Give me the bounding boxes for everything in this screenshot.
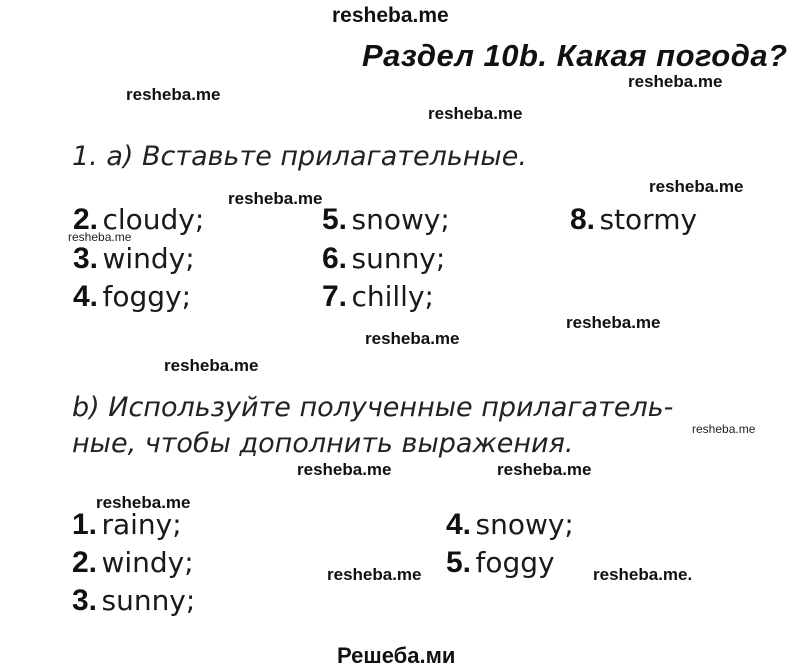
list-item xyxy=(73,242,195,276)
exercise-b-instruction-line-2: ные, чтобы дополнить выражения. xyxy=(72,428,574,459)
list-item xyxy=(322,242,445,276)
footer-watermark: Решеба.ми xyxy=(337,643,456,668)
watermark: resheba.me xyxy=(566,313,661,332)
list-item xyxy=(72,584,195,618)
list-item xyxy=(446,508,574,542)
watermark: resheba.me xyxy=(692,422,756,436)
list-item xyxy=(322,203,450,237)
item-number: 4. xyxy=(446,508,472,541)
watermark: resheba.me xyxy=(126,85,221,104)
watermark: resheba.me xyxy=(297,460,392,479)
item-word: rainy; xyxy=(101,508,182,541)
item-number: 8. xyxy=(570,203,596,236)
item-number: 7. xyxy=(322,280,348,313)
item-number: 2. xyxy=(73,203,99,236)
exercise-a-instruction: 1. a) Вставьте прилагательные. xyxy=(72,141,527,172)
item-number: 6. xyxy=(322,242,348,275)
item-word: chilly; xyxy=(351,280,434,313)
watermark: resheba.me xyxy=(164,356,259,375)
watermark: resheba.me xyxy=(497,460,592,479)
item-word: sunny; xyxy=(101,584,196,617)
watermark: resheba.me xyxy=(327,565,422,584)
watermark: resheba.me. xyxy=(593,565,693,584)
list-item xyxy=(72,546,194,580)
watermark: resheba.me xyxy=(332,4,449,27)
watermark: resheba.me xyxy=(628,72,723,91)
item-word: foggy xyxy=(475,546,555,579)
list-item xyxy=(73,280,191,314)
watermark: resheba.me xyxy=(428,104,523,123)
item-word: stormy xyxy=(599,203,698,236)
watermark: resheba.me xyxy=(68,230,132,244)
list-item xyxy=(570,203,697,237)
exercise-b-instruction-line-1: b) Используйте полученные прилагатель- xyxy=(72,392,674,423)
item-word: snowy; xyxy=(475,508,574,541)
watermark: resheba.me xyxy=(649,177,744,196)
watermark: resheba.me xyxy=(96,493,191,512)
list-item xyxy=(322,280,434,314)
page-title: Раздел 10b. Какая погода? xyxy=(362,38,788,73)
item-number: 3. xyxy=(73,242,99,275)
item-number: 2. xyxy=(72,546,98,579)
item-word: windy; xyxy=(102,242,195,275)
item-number: 5. xyxy=(446,546,472,579)
item-word: cloudy; xyxy=(102,203,205,236)
item-number: 5. xyxy=(322,203,348,236)
item-word: sunny; xyxy=(351,242,446,275)
watermark: resheba.me xyxy=(365,329,460,348)
item-word: foggy; xyxy=(102,280,192,313)
watermark: resheba.me xyxy=(228,189,323,208)
item-word: windy; xyxy=(101,546,194,579)
list-item xyxy=(72,508,182,542)
list-item xyxy=(446,546,555,580)
item-number: 4. xyxy=(73,280,99,313)
item-number: 1. xyxy=(72,508,98,541)
item-word: snowy; xyxy=(351,203,450,236)
list-item xyxy=(73,203,204,237)
item-number: 3. xyxy=(72,584,98,617)
